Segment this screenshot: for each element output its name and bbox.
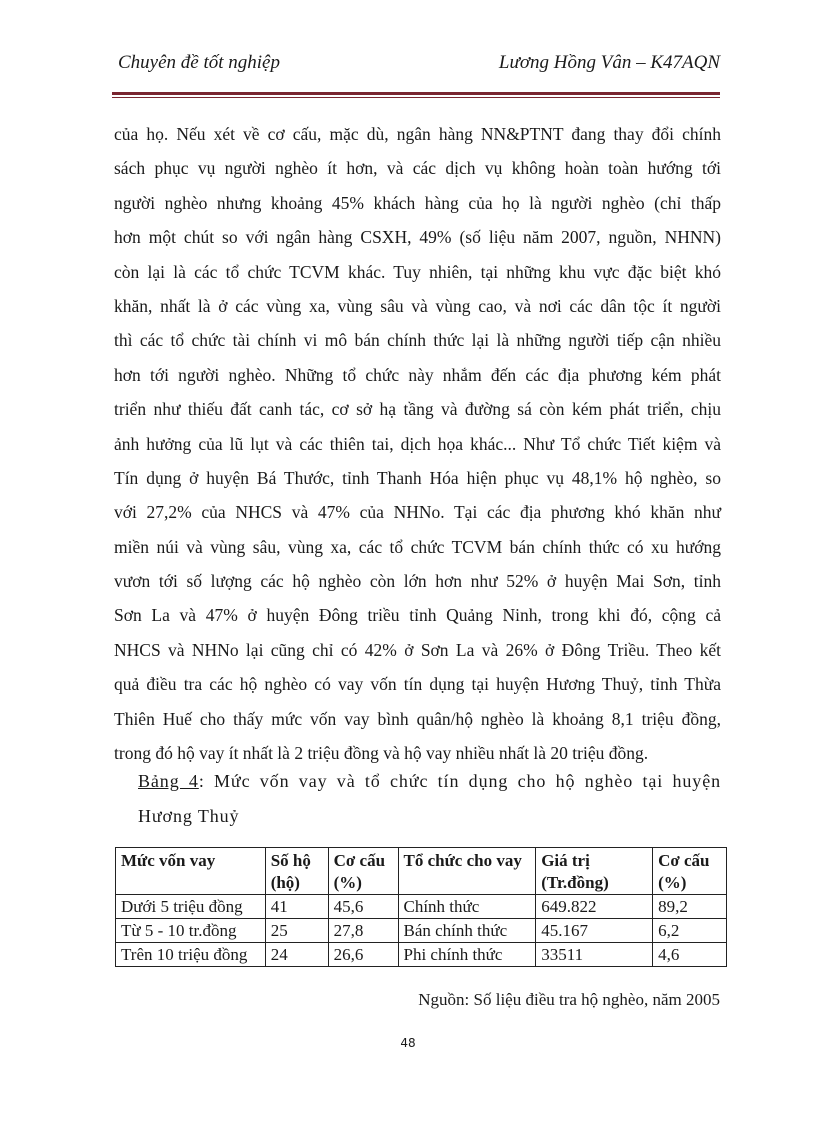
header-document-title: Chuyên đề tốt nghiệp — [118, 52, 280, 73]
table-cell: 6,2 — [653, 919, 727, 943]
table-cell: 45.167 — [536, 919, 653, 943]
body-line: quả điều tra các hộ nghèo có vay vốn tín dụng tại huyện Hương Thuỷ, tỉnh Thừa — [114, 674, 721, 695]
table-cell: Chính thức — [398, 895, 536, 919]
table-caption — [138, 764, 721, 834]
body-line: của họ. Nếu xét về cơ cấu, mặc dù, ngân hàng NN&PTNT đang thay đổi chính — [114, 124, 721, 144]
body-line: khăn, nhất là ở các vùng xa, vùng sâu và vùng cao, và nơi các dân tộc ít người — [114, 295, 721, 316]
body-line: người nghèo nhưng khoảng 45% khách hàng của họ là người nghèo (chỉ thấp — [114, 192, 721, 213]
table-header-row — [116, 848, 727, 895]
body-paragraph — [114, 117, 721, 770]
body-line: hơn tới người nghèo. Những tổ chức này nhắm đến các địa phương kém phát — [114, 364, 721, 385]
table-cell: 45,6 — [328, 895, 398, 919]
table-cell: 26,6 — [328, 943, 398, 967]
table-cell: 649.822 — [536, 895, 653, 919]
caption-line — [138, 764, 721, 799]
page-header — [118, 52, 720, 78]
table-cell: Dưới 5 triệu đồng — [116, 895, 266, 919]
header-rule-thick — [112, 92, 720, 95]
header-author: Lương Hồng Vân – K47AQN — [498, 52, 720, 73]
body-line: sách phục vụ người nghèo ít hơn, và các dịch vụ không hoàn toàn hướng tới — [114, 158, 721, 179]
header-cell: Cơ cấu (%) — [328, 848, 398, 895]
table-cell: Trên 10 triệu đồng — [116, 943, 266, 967]
body-line: trong đó hộ vay ít nhất là 2 triệu đồng và hộ vay nhiều nhất là 20 triệu đồng. — [114, 743, 649, 764]
body-line: vươn tới số lượng các hộ nghèo còn lớn hơn như 52% ở huyện Mai Sơn, tỉnh — [114, 571, 721, 592]
caption-line: Hương Thuỷ — [138, 806, 240, 826]
body-line: miền núi và vùng sâu, vùng xa, các tổ chức TCVM bán chính thức có xu hướng — [114, 536, 721, 557]
body-line: NHCS và NHNo lại cũng chỉ có 42% ở Sơn La và 26% ở Đông Triều. Theo kết — [114, 639, 721, 660]
table-cell: 89,2 — [653, 895, 727, 919]
table-cell: 41 — [265, 895, 328, 919]
body-line: Sơn La và 47% ở huyện Đông triều tỉnh Quảng Ninh, trong khi đó, cộng cả — [114, 605, 721, 626]
table-cell: 24 — [265, 943, 328, 967]
table-row — [116, 919, 727, 943]
body-line: ảnh hưởng của lũ lụt và các thiên tai, dịch họa khác... Như Tổ chức Tiết kiệm và — [114, 433, 721, 454]
body-line: với 27,2% của NHCS và 47% của NHNo. Tại các địa phương khó khăn như — [114, 502, 721, 523]
page-number: 48 — [400, 1036, 416, 1050]
table-cell: Phi chính thức — [398, 943, 536, 967]
body-line: Tín dụng ở huyện Bá Thước, tỉnh Thanh Hóa hiện phục vụ 48,1% hộ nghèo, so — [114, 467, 721, 488]
table-cell: 33511 — [536, 943, 653, 967]
caption-label: Bảng 4 — [138, 771, 199, 791]
table-cell: 4,6 — [653, 943, 727, 967]
body-line: Thiên Huế cho thấy mức vốn vay bình quân/hộ nghèo là khoảng 8,1 triệu đồng, — [114, 708, 721, 729]
header-rule-thin — [112, 97, 720, 98]
table-cell: 25 — [265, 919, 328, 943]
header-cell: Cơ cấu (%) — [653, 848, 727, 895]
header-cell: Số hộ (hộ) — [265, 848, 328, 895]
header-cell: Tổ chức cho vay — [398, 848, 536, 895]
caption-text: : Mức vốn vay và tổ chức tín dụng cho hộ nghèo tại huyện — [198, 771, 721, 791]
table-source-note: Nguồn: Số liệu điều tra hộ nghèo, năm 2005 — [418, 990, 720, 1009]
body-line: còn lại là các tổ chức TCVM khác. Tuy nhiên, tại những khu vực đặc biệt khó — [114, 261, 721, 282]
header-cell: Giá trị (Tr.đồng) — [536, 848, 653, 895]
table-row — [116, 943, 727, 967]
body-line: thì các tổ chức tài chính vi mô bán chính thức lại là những người tiếp cận nhiều — [114, 330, 721, 351]
table-cell: Bán chính thức — [398, 919, 536, 943]
table-cell: Từ 5 - 10 tr.đồng — [116, 919, 266, 943]
header-cell: Mức vốn vay — [116, 848, 266, 895]
table-cell: 27,8 — [328, 919, 398, 943]
body-line: hơn một chút so với ngân hàng CSXH, 49% (số liệu năm 2007, nguồn, NHNN) — [114, 227, 721, 248]
body-line: triển như thiếu đất canh tác, cơ sở hạ tầng và đường sá còn kém phát triển, chịu — [114, 399, 721, 420]
table-row — [116, 895, 727, 919]
loan-table — [115, 847, 727, 967]
